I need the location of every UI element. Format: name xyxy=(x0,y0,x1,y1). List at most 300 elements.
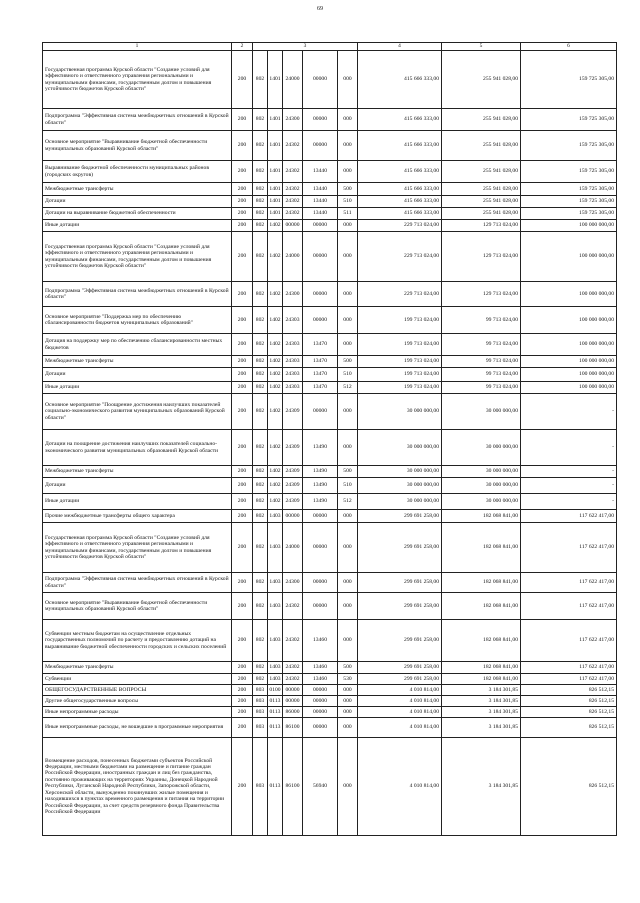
amount-cell: 415 666 333,00 xyxy=(358,208,442,220)
code-cell: 13440 xyxy=(303,208,338,220)
code-cell: 000 xyxy=(338,523,358,573)
code-cell: 802 xyxy=(253,161,268,183)
code-cell: 000 xyxy=(338,51,358,109)
code-cell: 802 xyxy=(253,674,268,685)
table-row xyxy=(43,494,617,510)
code-cell: 000 xyxy=(338,593,358,620)
code-cell: 200 xyxy=(232,478,253,494)
code-cell: 1403 xyxy=(268,573,283,593)
code-cell: 13490 xyxy=(303,466,338,478)
code-cell: 802 xyxy=(253,282,268,307)
table-row xyxy=(43,220,617,232)
row-name: Иные дотации xyxy=(43,220,232,232)
table-row xyxy=(43,738,617,836)
code-cell: 1402 xyxy=(268,494,283,510)
code-cell: 24300 xyxy=(283,573,303,593)
amount-cell: 199 713 024,00 xyxy=(358,307,442,334)
table-row xyxy=(43,131,617,161)
code-cell: 00000 xyxy=(283,685,303,696)
code-cell: 802 xyxy=(253,430,268,466)
amount-cell: 117 622 417,00 xyxy=(521,573,617,593)
table-row xyxy=(43,685,617,696)
code-cell: 530 xyxy=(338,674,358,685)
code-cell: 200 xyxy=(232,307,253,334)
code-cell: 24302 xyxy=(283,662,303,674)
code-cell: 802 xyxy=(253,183,268,196)
amount-cell: 182 068 841,00 xyxy=(442,523,521,573)
amount-cell: 229 713 024,00 xyxy=(358,220,442,232)
code-cell: 000 xyxy=(338,307,358,334)
table-row xyxy=(43,382,617,394)
table-row xyxy=(43,662,617,674)
amount-cell: 3 184 301,85 xyxy=(442,696,521,707)
code-cell: 200 xyxy=(232,394,253,430)
code-cell: 512 xyxy=(338,494,358,510)
header-cell: 2 xyxy=(232,43,253,51)
code-cell: 200 xyxy=(232,523,253,573)
table-row xyxy=(43,593,617,620)
table-row xyxy=(43,51,617,109)
amount-cell: 255 941 028,00 xyxy=(442,51,521,109)
code-cell: 1401 xyxy=(268,183,283,196)
table-row xyxy=(43,430,617,466)
row-name: Выравнивание бюджетной обеспеченности муниципальных районов (городских округов) xyxy=(43,161,232,183)
code-cell: 00000 xyxy=(303,394,338,430)
code-cell: 0113 xyxy=(268,696,283,707)
code-cell: 13490 xyxy=(303,494,338,510)
code-cell: 200 xyxy=(232,674,253,685)
code-cell: 86000 xyxy=(283,707,303,718)
amount-cell: 30 000 000,00 xyxy=(442,494,521,510)
code-cell: 000 xyxy=(338,394,358,430)
header-cell: 3 xyxy=(253,43,358,51)
row-name: Межбюджетные трансферты xyxy=(43,356,232,368)
code-cell: 802 xyxy=(253,394,268,430)
code-cell: 13460 xyxy=(303,620,338,662)
code-cell: 200 xyxy=(232,161,253,183)
amount-cell: 4 010 814,00 xyxy=(358,696,442,707)
budget-table xyxy=(42,42,617,836)
amount-cell: 415 666 333,00 xyxy=(358,51,442,109)
amount-cell: 415 666 333,00 xyxy=(358,183,442,196)
table-row xyxy=(43,232,617,282)
code-cell: 24303 xyxy=(283,356,303,368)
code-cell: 200 xyxy=(232,707,253,718)
amount-cell: 199 713 024,00 xyxy=(358,382,442,394)
code-cell: 00000 xyxy=(303,523,338,573)
table-row xyxy=(43,356,617,368)
amount-cell: 182 068 841,00 xyxy=(442,662,521,674)
code-cell: 802 xyxy=(253,466,268,478)
table-row xyxy=(43,718,617,738)
header-cell: 1 xyxy=(43,43,232,51)
amount-cell: 299 691 258,00 xyxy=(358,593,442,620)
row-name: Подпрограмма "Эффективная система межбюджетных отношений в Курской области" xyxy=(43,573,232,593)
code-cell: 200 xyxy=(232,430,253,466)
code-cell: 24303 xyxy=(283,368,303,382)
amount-cell: 3 184 301,85 xyxy=(442,738,521,836)
amount-cell: 229 713 024,00 xyxy=(358,232,442,282)
row-name: Основное мероприятие "Выравнивание бюджетной обеспеченности муниципальных образований Курской области" xyxy=(43,593,232,620)
code-cell: 200 xyxy=(232,196,253,208)
code-cell: 00000 xyxy=(303,220,338,232)
code-cell: 802 xyxy=(253,208,268,220)
row-name: Государственная программа Курской области "Создание условий для эффективного и ответственного управления региональными и муниципальными финансами, государственным долгом и повышения устойчивости бюджетов Курской области" xyxy=(43,232,232,282)
code-cell: 56940 xyxy=(303,738,338,836)
amount-cell: 129 713 024,00 xyxy=(442,232,521,282)
code-cell: 200 xyxy=(232,131,253,161)
code-cell: 000 xyxy=(338,718,358,738)
amount-cell: 182 068 841,00 xyxy=(442,593,521,620)
code-cell: 00000 xyxy=(303,131,338,161)
code-cell: 200 xyxy=(232,51,253,109)
code-cell: 802 xyxy=(253,334,268,356)
row-name: Дотации xyxy=(43,478,232,494)
code-cell: 1402 xyxy=(268,307,283,334)
code-cell: 13490 xyxy=(303,478,338,494)
amount-cell: 30 000 000,00 xyxy=(358,494,442,510)
amount-cell: 182 068 841,00 xyxy=(442,573,521,593)
amount-cell: 117 622 417,00 xyxy=(521,593,617,620)
code-cell: 00000 xyxy=(283,220,303,232)
code-cell: 1403 xyxy=(268,620,283,662)
table-row xyxy=(43,466,617,478)
code-cell: 24303 xyxy=(283,334,303,356)
code-cell: 802 xyxy=(253,131,268,161)
amount-cell: - xyxy=(521,430,617,466)
code-cell: 00000 xyxy=(303,510,338,523)
amount-cell: 229 713 024,00 xyxy=(358,282,442,307)
code-cell: 200 xyxy=(232,356,253,368)
code-cell: 510 xyxy=(338,478,358,494)
code-cell: 24303 xyxy=(283,382,303,394)
code-cell: 500 xyxy=(338,183,358,196)
row-name: Основное мероприятие "Выравнивание бюджетной обеспеченности муниципальных образований Курской области" xyxy=(43,131,232,161)
amount-cell: 199 713 024,00 xyxy=(358,368,442,382)
code-cell: 500 xyxy=(338,466,358,478)
code-cell: 1401 xyxy=(268,196,283,208)
code-cell: 24309 xyxy=(283,430,303,466)
amount-cell: 159 725 305,00 xyxy=(521,109,617,131)
row-name: Иные непрограммные расходы xyxy=(43,707,232,718)
amount-cell: 4 010 814,00 xyxy=(358,738,442,836)
amount-cell: 255 941 028,00 xyxy=(442,196,521,208)
code-cell: 1402 xyxy=(268,220,283,232)
table-row xyxy=(43,573,617,593)
code-cell: 803 xyxy=(253,696,268,707)
code-cell: 802 xyxy=(253,307,268,334)
amount-cell: 30 000 000,00 xyxy=(358,466,442,478)
table-row xyxy=(43,674,617,685)
amount-cell: 255 941 028,00 xyxy=(442,208,521,220)
code-cell: 24302 xyxy=(283,131,303,161)
amount-cell: 117 622 417,00 xyxy=(521,662,617,674)
table-row xyxy=(43,208,617,220)
code-cell: 24309 xyxy=(283,394,303,430)
code-cell: 1403 xyxy=(268,674,283,685)
table-row xyxy=(43,282,617,307)
code-cell: 802 xyxy=(253,196,268,208)
header-row xyxy=(43,43,617,51)
code-cell: 000 xyxy=(338,161,358,183)
code-cell: 13440 xyxy=(303,161,338,183)
code-cell: 24302 xyxy=(283,620,303,662)
table-row xyxy=(43,109,617,131)
amount-cell: 117 622 417,00 xyxy=(521,674,617,685)
amount-cell: 100 000 000,00 xyxy=(521,334,617,356)
table-row xyxy=(43,307,617,334)
code-cell: 00000 xyxy=(303,593,338,620)
row-name: Основное мероприятие "Поощрение достижения наилучших показателей социально-экономического развития муниципальных образований Курской области" xyxy=(43,394,232,430)
amount-cell: 415 666 333,00 xyxy=(358,131,442,161)
amount-cell: 299 691 258,00 xyxy=(358,662,442,674)
amount-cell: 159 725 305,00 xyxy=(521,131,617,161)
amount-cell: 826 512,15 xyxy=(521,718,617,738)
code-cell: 00000 xyxy=(303,282,338,307)
code-cell: 500 xyxy=(338,356,358,368)
row-name: Государственная программа Курской области "Создание условий для эффективного и ответственного управления региональными и муниципальными финансами, государственным долгом и повышения устойчивости бюджетов Курской области" xyxy=(43,523,232,573)
amount-cell: 826 512,15 xyxy=(521,696,617,707)
code-cell: 1401 xyxy=(268,109,283,131)
row-name: Дотация на поддержку мер по обеспечению сбалансированности местных бюджетов xyxy=(43,334,232,356)
amount-cell: 255 941 028,00 xyxy=(442,183,521,196)
code-cell: 0113 xyxy=(268,738,283,836)
code-cell: 00000 xyxy=(303,307,338,334)
amount-cell: 182 068 841,00 xyxy=(442,620,521,662)
amount-cell: 4 010 814,00 xyxy=(358,707,442,718)
code-cell: 1402 xyxy=(268,466,283,478)
code-cell: 24000 xyxy=(283,232,303,282)
amount-cell: 30 000 000,00 xyxy=(442,394,521,430)
amount-cell: 826 512,15 xyxy=(521,707,617,718)
table-row xyxy=(43,183,617,196)
code-cell: 200 xyxy=(232,466,253,478)
code-cell: 24303 xyxy=(283,307,303,334)
code-cell: 13460 xyxy=(303,662,338,674)
amount-cell: 4 010 814,00 xyxy=(358,685,442,696)
code-cell: 200 xyxy=(232,232,253,282)
amount-cell: 117 622 417,00 xyxy=(521,620,617,662)
table-row xyxy=(43,478,617,494)
table-row xyxy=(43,368,617,382)
code-cell: 00000 xyxy=(283,696,303,707)
code-cell: 00000 xyxy=(303,685,338,696)
code-cell: 000 xyxy=(338,430,358,466)
code-cell: 200 xyxy=(232,573,253,593)
code-cell: 0100 xyxy=(268,685,283,696)
code-cell: 000 xyxy=(338,131,358,161)
code-cell: 512 xyxy=(338,382,358,394)
amount-cell: 159 725 305,00 xyxy=(521,196,617,208)
row-name: Государственная программа Курской области "Создание условий для эффективного и ответственного управления региональными и муниципальными финансами, государственным долгом и повышения устойчивости бюджетов Курской области" xyxy=(43,51,232,109)
amount-cell: 3 184 301,85 xyxy=(442,718,521,738)
code-cell: 803 xyxy=(253,718,268,738)
code-cell: 802 xyxy=(253,109,268,131)
code-cell: 200 xyxy=(232,282,253,307)
header-cell: 4 xyxy=(358,43,442,51)
code-cell: 000 xyxy=(338,109,358,131)
amount-cell: 100 000 000,00 xyxy=(521,232,617,282)
row-name: Межбюджетные трансферты xyxy=(43,662,232,674)
row-name: Дотации xyxy=(43,196,232,208)
code-cell: 200 xyxy=(232,382,253,394)
amount-cell: 100 000 000,00 xyxy=(521,307,617,334)
code-cell: 1401 xyxy=(268,131,283,161)
code-cell: 200 xyxy=(232,662,253,674)
amount-cell: 129 713 024,00 xyxy=(442,282,521,307)
code-cell: 1402 xyxy=(268,394,283,430)
row-name: Возмещение расходов, понесенных бюджетами субъектов Российской Федерации, местными бюджетами на размещение и питание граждан Российской Федерации, иностранных граждан и лиц без гражданства, постоянно проживающих на территориях Украины, Донецкой Народной Республики, Луганской Народной Республики, Запорожской области, Херсонской области, вынужденно покинувших жилые помещения и находившихся в пунктах временного размещения и питания на территории Российской Федерации, за счет средств резервного фонда Правительства Российской Федерации xyxy=(43,738,232,836)
code-cell: 200 xyxy=(232,685,253,696)
code-cell: 1402 xyxy=(268,430,283,466)
code-cell: 0113 xyxy=(268,707,283,718)
code-cell: 200 xyxy=(232,220,253,232)
amount-cell: 826 512,15 xyxy=(521,738,617,836)
amount-cell: 100 000 000,00 xyxy=(521,368,617,382)
amount-cell: 199 713 024,00 xyxy=(358,334,442,356)
code-cell: 000 xyxy=(338,738,358,836)
table-row xyxy=(43,334,617,356)
amount-cell: 255 941 028,00 xyxy=(442,161,521,183)
amount-cell: 255 941 028,00 xyxy=(442,131,521,161)
code-cell: 000 xyxy=(338,220,358,232)
code-cell: 24000 xyxy=(283,523,303,573)
amount-cell: 159 725 305,00 xyxy=(521,161,617,183)
code-cell: 00000 xyxy=(303,707,338,718)
code-cell: 200 xyxy=(232,368,253,382)
code-cell: 000 xyxy=(338,620,358,662)
header-cell: 6 xyxy=(521,43,617,51)
code-cell: 802 xyxy=(253,220,268,232)
code-cell: 200 xyxy=(232,593,253,620)
amount-cell: 159 725 305,00 xyxy=(521,51,617,109)
code-cell: 1403 xyxy=(268,662,283,674)
row-name: Дотации на поощрение достижения наилучших показателей социально-экономического развития муниципальных образований Курской области xyxy=(43,430,232,466)
code-cell: 000 xyxy=(338,696,358,707)
code-cell: 802 xyxy=(253,368,268,382)
code-cell: 200 xyxy=(232,620,253,662)
code-cell: 13440 xyxy=(303,183,338,196)
row-name: Иные дотации xyxy=(43,382,232,394)
amount-cell: 299 691 258,00 xyxy=(358,573,442,593)
code-cell: 1401 xyxy=(268,161,283,183)
table-row xyxy=(43,620,617,662)
code-cell: 1402 xyxy=(268,368,283,382)
code-cell: 802 xyxy=(253,523,268,573)
header-cell: 5 xyxy=(442,43,521,51)
row-name: Подпрограмма "Эффективная система межбюджетных отношений в Курской области" xyxy=(43,282,232,307)
code-cell: 802 xyxy=(253,382,268,394)
amount-cell: 100 000 000,00 xyxy=(521,282,617,307)
code-cell: 000 xyxy=(338,685,358,696)
table-row xyxy=(43,394,617,430)
amount-cell: 182 068 841,00 xyxy=(442,510,521,523)
row-name: ОБЩЕГОСУДАРСТВЕННЫЕ ВОПРОСЫ xyxy=(43,685,232,696)
code-cell: 24300 xyxy=(283,109,303,131)
code-cell: 1403 xyxy=(268,593,283,620)
code-cell: 1401 xyxy=(268,208,283,220)
code-cell: 13460 xyxy=(303,674,338,685)
amount-cell: 415 666 333,00 xyxy=(358,196,442,208)
amount-cell: 117 622 417,00 xyxy=(521,510,617,523)
code-cell: 200 xyxy=(232,510,253,523)
code-cell: 1402 xyxy=(268,232,283,282)
code-cell: 803 xyxy=(253,685,268,696)
code-cell: 511 xyxy=(338,208,358,220)
row-name: Прочие межбюджетные трансферты общего характера xyxy=(43,510,232,523)
code-cell: 803 xyxy=(253,738,268,836)
table-row xyxy=(43,523,617,573)
code-cell: 200 xyxy=(232,738,253,836)
code-cell: 00000 xyxy=(303,696,338,707)
amount-cell: 159 725 305,00 xyxy=(521,208,617,220)
amount-cell: 3 184 301,85 xyxy=(442,685,521,696)
code-cell: 000 xyxy=(338,510,358,523)
code-cell: 000 xyxy=(338,232,358,282)
code-cell: 24302 xyxy=(283,161,303,183)
table-row xyxy=(43,696,617,707)
table-row xyxy=(43,707,617,718)
code-cell: 802 xyxy=(253,51,268,109)
code-cell: 24302 xyxy=(283,183,303,196)
code-cell: 1402 xyxy=(268,478,283,494)
amount-cell: - xyxy=(521,466,617,478)
table-row xyxy=(43,510,617,523)
code-cell: 000 xyxy=(338,573,358,593)
code-cell: 13470 xyxy=(303,356,338,368)
amount-cell: 299 691 258,00 xyxy=(358,674,442,685)
code-cell: 24309 xyxy=(283,494,303,510)
row-name: Межбюджетные трансферты xyxy=(43,183,232,196)
code-cell: 200 xyxy=(232,334,253,356)
row-name: Иные дотации xyxy=(43,494,232,510)
code-cell: 1402 xyxy=(268,282,283,307)
amount-cell: 30 000 000,00 xyxy=(358,394,442,430)
code-cell: 000 xyxy=(338,334,358,356)
row-name: Дотации xyxy=(43,368,232,382)
amount-cell: 199 713 024,00 xyxy=(358,356,442,368)
amount-cell: 182 068 841,00 xyxy=(442,674,521,685)
row-name: Субвенции местным бюджетам на осуществление отдельных государственных полномочий по расчету и предоставлению дотаций на выравнивание бюджетной обеспеченности городских и сельских поселений xyxy=(43,620,232,662)
amount-cell: 255 941 028,00 xyxy=(442,109,521,131)
amount-cell: 100 000 000,00 xyxy=(521,382,617,394)
amount-cell: 415 666 333,00 xyxy=(358,109,442,131)
code-cell: 13470 xyxy=(303,334,338,356)
row-name: Подпрограмма "Эффективная система межбюджетных отношений в Курской области" xyxy=(43,109,232,131)
code-cell: 24000 xyxy=(283,51,303,109)
code-cell: 802 xyxy=(253,573,268,593)
amount-cell: 415 666 333,00 xyxy=(358,161,442,183)
code-cell: 802 xyxy=(253,593,268,620)
row-name: Субвенции xyxy=(43,674,232,685)
code-cell: 1403 xyxy=(268,523,283,573)
code-cell: 000 xyxy=(338,707,358,718)
amount-cell: 99 713 024,00 xyxy=(442,307,521,334)
amount-cell: 826 512,15 xyxy=(521,685,617,696)
amount-cell: 99 713 024,00 xyxy=(442,382,521,394)
amount-cell: 299 691 258,00 xyxy=(358,510,442,523)
code-cell: 24309 xyxy=(283,466,303,478)
code-cell: 802 xyxy=(253,510,268,523)
code-cell: 1403 xyxy=(268,510,283,523)
amount-cell: 299 691 258,00 xyxy=(358,620,442,662)
amount-cell: 30 000 000,00 xyxy=(442,466,521,478)
code-cell: 00000 xyxy=(303,573,338,593)
code-cell: 200 xyxy=(232,109,253,131)
page-number: 69 xyxy=(317,6,323,12)
amount-cell: 30 000 000,00 xyxy=(358,430,442,466)
code-cell: 24309 xyxy=(283,478,303,494)
